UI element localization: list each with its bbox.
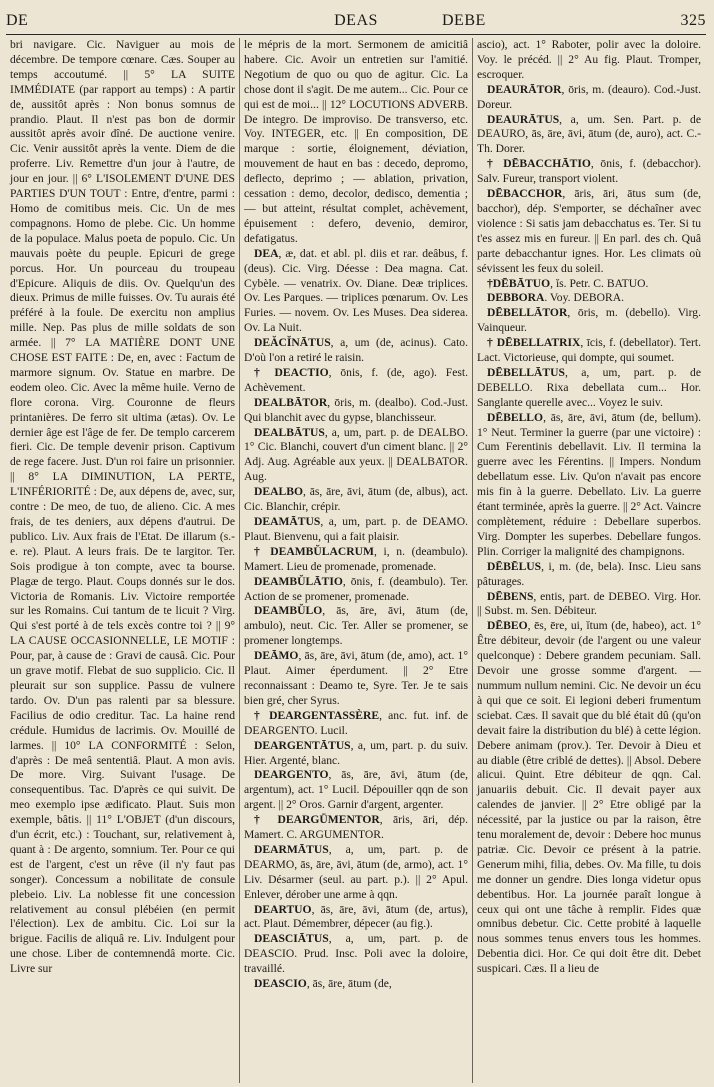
entry-headword: DĒBELLĀTUS xyxy=(487,365,565,379)
column-1 xyxy=(6,38,239,1083)
dictionary-entry: DĒBACCHOR, āris, āri, ātus sum (de, bacchor), dép. S'emporter, se déchaîner avec violence : Si satis jam debacchatus es. Ter. Si tu t'es assez mis en fureur. || En parl. des ch. Quâ parte debacchantur ignes. Hor. Les climats où sévissent les feux du soleil. xyxy=(477,187,701,275)
dictionary-entry: † DEARGENTASSÈRE, anc. fut. inf. de DEARGENTO. Lucil. xyxy=(244,708,468,737)
dictionary-entry: DEALBO, ās, āre, āvi, ātum (de, albus), act. Cic. Blanchir, crépir. xyxy=(244,485,468,514)
entry-headword: DĒBACCHOR xyxy=(487,187,563,201)
dictionary-entry: DEALBĀTOR, ōris, m. (dealbo). Cod.-Just. Qui blanchit avec du gypse, blanchisseur. xyxy=(244,395,468,424)
header-right-word: DEBE xyxy=(442,12,486,29)
dictionary-entry: † DEARGŪMENTOR, āris, āri, dép. Mamert. C. ARGUMENTOR. xyxy=(244,813,469,842)
entry-headword: DEASCIĀTUS xyxy=(254,932,329,946)
dictionary-entry: DEASCIĀTUS, a, um, part. p. de DEASCIO. Prud. Insc. Poli avec la doloire, travaillé. xyxy=(244,932,468,976)
dictionary-entry: † DEACTIO, ōnis, f. (de, ago). Fest. Achèvement. xyxy=(244,365,468,394)
entry-headword: DĒBENS xyxy=(487,589,534,603)
dictionary-entry: DĒBEO, ēs, ēre, ui, ĭtum (de, habeo), act. 1° Être débiteur, devoir (de l'argent ou une valeur quelconque) : Debere grandem pecuniam. Sall. Devoir une grosse somme d'argent. — nummum nullum nemini. Cic. Ne devoir un écu à qui que ce soit. Ei legioni deberi frumentum sciebat. Cæs. Il savait que du blé était dû (qu'on devait faire la distribution du blé) à cette légion. Debere animam (prov.). Ter. Devoir à Dieu et au diable (être criblé de dettes). || Absol. Debere alicui. Quint. Etre débiteur de qqn. Cal. januariis debuit. Cic. Il devait payer aux calendes de janvier. || 2° Etre obligé par la nécessité, par la justice ou par la raison, être tenu moralement de, devoir : Debere hoc munus patriæ. Cic. Devoir ce présent à la patrie. Generum mihi, filia, debes. Ov. Ma fille, tu dois me donner un gendre. Dies longa videtur opus debentibus. Hor. La journée paraît longue à ceux qui ont une tâche à remplir. Fides quæ omnibus debetur. Cic. Cette probité à laquelle nous sommes tenus envers tous les hommes. Debentia dici. Hor. Ce qui doit être dit. Debet suspicari. Cæs. Il a lieu de xyxy=(477,619,701,976)
entry-headword: DĒBELLO xyxy=(487,410,544,424)
dictionary-entry: DEAURĀTOR, ōris, m. (deauro). Cod.-Just. Doreur. xyxy=(477,82,701,111)
entry-headword: DEALBO xyxy=(254,485,303,499)
column-2 xyxy=(239,38,472,1083)
entry-headword: DEA xyxy=(254,246,279,260)
dictionary-entry: DEARGENTO, ās, āre, āvi, ātum (de, argentum), act. 1° Lucil. Dépouiller qqn de son argent. || 2° Oros. Garnir d'argent, argenter. xyxy=(244,768,468,812)
dictionary-entry: DEALBĀTUS, a, um, part. p. de DEALBO. 1° Cic. Blanchi, couvert d'un ciment blanc. || 2° Adj. Aug. Agréable aux yeux. || DEALBATOR. Aug. xyxy=(244,425,468,484)
dictionary-entry: bri navigare. Cic. Naviguer au mois de décembre. De tempore cœnare. Cæs. Souper au temps accoutumé. || 5° LA SUITE IMMÉDIATE (par rapport au temps) : A partir de, aussitôt après : Non bonus somnus de prandio. Plaut. Il n'est pas bon de dormir aussitôt après avoir dîné. De auctione venire. Cic. Venir aussitôt après la vente. Diem de die proferre. Liv. Remettre d'un jour à l'autre, de jour en jour. || 6° L'ISOLEMENT D'UNE DES PARTIES D'UN TOUT : Entre, d'entre, parmi : Homo de comitibus meis. Cic. Un de mes compagnons. Homo de plebe. Cic. Un homme de la populace. Malus poeta de populo. Cic. Un mauvais poète du peuple. Epicuri de grege porcus. Hor. Un pourceau du troupeau d'Epicure. Aliquis de diis. Ov. Quelqu'un des dieux. Primus de mille fuisses. Ov. Tu aurais été préféré à la foule. De exercitu non amplius mille. Nep. Pas plus de mille soldats de son armée. || 7° LA MATIÈRE DONT UNE CHOSE EST FAITE : De, en, avec : Factum de marmore signum. Ov. Statue en marbre. De eodem oleo. Cic. Avec la même huile. Verno de flore corona. Virg. Couronne de fleurs printanières. De ferro sit ultima (ætas). Ov. Le dernier âge est l'âge de fer. De templo carcerem fieri. Cic. De temple devenir prison. Captivum de rege facere. Just. D'un roi faire un prisonnier. || 8° LA DIMINUTION, LA PERTE, L'INFÉRIORITÉ : De, aux dépens de, avec, sur, contre : De meo, de tuo, de alieno. Cic. A mes frais, de tes deniers, aux dépens d'autrui. De publico. Liv. Aux frais de l'Etat. De illarum (s.-e. re). Plaut. A leurs frais. De te largitor. Ter. Sois prodigue à ton compte, avec ta bourse. Plagæ de tergo. Plaut. Coups donnés sur le dos. Victoria de Romanis. Liv. Victoire remportée sur les Romains. Cui tantum de te licuit ? Virg. Qui s'est porté à de tels excès contre toi ? || 9° LA CAUSE OCCASIONNELLE, LE MOTIF : Pour, par, à cause de : Gravi de causâ. Cic. Pour un grave motif. Flebat de suo supplicio. Cic. Il pleurait sur son supplice. Passu de vulnere tardo. Ov. D'un pas ralenti par sa blessure. Facilius de odio creditur. Tac. La haine rend crédule. Humidus de lacrimis. Ov. Mouillé de larmes. || 10° LA CONFORMITÉ : Selon, d'après : De meâ sententiâ. Plaut. A mon avis. De more. Virg. Suivant l'usage. De consequentibus. Tac. D'après ce qui suivit. De meo exemplo ipse ædificato. Plaut. Suis mon exemple, bâtis. || 11° L'OBJET (d'un discours, d'un écrit, etc.) : Touchant, sur, relativement à, quant à : De argento, somnium. Ter. Pour ce qui est de l'argent, c'est un rêve (il n'y faut pas songer). Concessum a nobilitate de consule plebeio. Liv. La noblesse fit une concession relativement au consul plébéien (en permit l'élection). Lex de ambitu. Cic. Loi sur la brigue. Facilis de aliquâ re. Liv. Indulgent pour une chose. Liber de contemnendâ morte. Cic. Livre sur xyxy=(10,38,235,976)
entry-headword: DEALBĀTOR xyxy=(254,395,328,409)
entry-headword: DEASCIO xyxy=(254,977,307,991)
dictionary-entry: DEA, æ, dat. et abl. pl. diis et rar. deâbus, f. (deus). Cic. Virg. Déesse : Dea magna. Cat. Cybèle. — venatrix. Ov. Diane. Deæ triplices. Ov. Les Parques. — triplices pœnarum. Ov. Les Furies. — novem. Ov. Les Muses. Dea siderea. Ov. La Nuit. xyxy=(244,246,468,335)
entry-headword: † DĒBACCHĀTIO xyxy=(487,157,591,171)
dictionary-entry: DĒBENS, entis, part. de DEBEO. Virg. Hor. || Subst. m. Sen. Débiteur. xyxy=(477,589,701,618)
dictionary-entry: † DĒBACCHĀTIO, ōnis, f. (debacchor). Salv. Fureur, transport violent. xyxy=(477,157,701,186)
dictionary-entry: DEAMBŬLĀTIO, ōnis, f. (deambulo). Ter. Action de se promener, promenade. xyxy=(244,574,468,603)
dictionary-entry: DEAMĀTUS, a, um, part. p. de DEAMO. Plaut. Bienvenu, qui a fait plaisir. xyxy=(244,515,468,543)
dictionary-entry: DĒBELLĀTUS, a, um, part. p. de DEBELLO. Rixa debellata cum... Hor. Sanglante querelle avec... Voyez le suiv. xyxy=(477,365,701,409)
dictionary-entry: ascio), act. 1° Raboter, polir avec la doloire. Voy. le précéd. || 2° Au fig. Plaut. Tromper, escroquer. xyxy=(477,38,701,81)
dictionary-entry: DEASCIO, ās, āre, ātum (de, xyxy=(254,977,392,991)
dictionary-entry: † DĒBELLATRIX, īcis, f. (debellator). Tert. Lact. Victorieuse, qui dompte, qui soumet. xyxy=(477,336,701,365)
dictionary-entry: DEAMBŬLO, ās, āre, āvi, ātum (de, ambulo), neut. Cic. Ter. Aller se promener, se promener longtemps. xyxy=(244,604,468,648)
text-columns xyxy=(6,38,708,1083)
page-number: 325 xyxy=(680,12,706,29)
entry-headword: DĒBEO xyxy=(487,619,528,633)
entry-headword: DEALBĀTUS xyxy=(254,425,325,439)
entry-headword: DEAMĀTUS xyxy=(254,515,321,528)
dictionary-entry: DEAURĀTUS, a, um. Sen. Part. p. de DEAURO, ās, āre, āvi, ātum (de, auro), act. C.-Th. Dorer. xyxy=(477,112,701,156)
entry-headword: DEARMĀTUS xyxy=(254,842,329,856)
header-center-word: DEAS xyxy=(334,12,378,29)
entry-headword: DEAMBŬLO xyxy=(254,604,323,618)
entry-headword: DEAMBŬLĀTIO xyxy=(254,574,343,588)
entry-headword: DEARGENTO xyxy=(254,768,329,782)
dictionary-entry: DEARMĀTUS, a, um, part. p. de DEARMO, ās, āre, āvi, ātum (de, armo), act. 1° Liv. Désarmer (seul. au part. p.). || 2° Apul. Enlever, dérober une arme à qqn. xyxy=(244,842,468,901)
entry-headword: † DĒBELLATRIX xyxy=(487,336,581,350)
dictionary-entry: DEĀMO, ās, āre, āvi, ātum (de, amo), act. 1° Plaut. Aimer éperdument. || 2° Etre reconnaissant : Deamo te, Syre. Ter. Je te sais bien gré, cher Syrus. xyxy=(244,649,468,707)
dictionary-entry: † DEAMBŬLACRUM, i, n. (deambulo). Mamert. Lieu de promenade, promenade. xyxy=(244,544,469,573)
dictionary-entry: le mépris de la mort. Sermonem de amicitiâ habere. Cic. Avoir un entretien sur l'amitié. Negotium de quo ou quo de agitur. Cic. La chose dont il s'agit. De me autem... Cic. Pour ce qui est de moi... || 12° LOCUTIONS ADVERB. De integro. De improviso. De transverso, etc. Voy. INTEGER, etc. || En composition, DE marque : sortie, éloignement, déviation, mouvement de haut en bas : decedo, depromo, deflecto, deprimo ; — ablation, privation, cessation : demo, decolor, dedisco, dementia ; — but atteint, résultat complet, achèvement, épuisement : defero, devenio, demiror, defatigatus. xyxy=(244,38,468,245)
entry-headword: DĒBELLĀTOR xyxy=(487,306,568,320)
dictionary-entry: DEARTUO, ās, āre, āvi, ātum (de, artus), act. Plaut. Démembrer, dépecer (au fig.). xyxy=(244,902,468,931)
dictionary-entry: DEBBORA. Voy. DEBORA. xyxy=(487,291,625,305)
entry-headword: †DĒBĀTUO xyxy=(487,276,551,290)
column-3 xyxy=(472,38,705,1083)
entry-headword: † DEARGENTASSÈRE xyxy=(254,708,380,722)
entry-headword: DEĂCĬNĀTUS xyxy=(254,336,331,350)
header-left-word: DE xyxy=(6,12,29,29)
entry-headword: † DEARGŪMENTOR xyxy=(254,813,380,827)
entry-headword: DEĀMO xyxy=(254,649,299,663)
entry-headword: † DEACTIO xyxy=(254,365,329,379)
entry-headword: DEAURĀTUS xyxy=(487,112,560,126)
entry-headword: DEAURĀTOR xyxy=(487,82,562,96)
running-header xyxy=(6,4,706,35)
dictionary-entry: DĒBĒLUS, i, m. (de, bela). Insc. Lieu sans pâturages. xyxy=(477,559,701,588)
entry-headword: DEARTUO xyxy=(254,902,312,916)
entry-headword: DEBBORA xyxy=(487,291,545,305)
entry-headword: DĒBĒLUS xyxy=(487,559,542,573)
entry-headword: † DEAMBŬLACRUM xyxy=(254,544,374,558)
dictionary-entry: †DĒBĀTUO, ĭs. Petr. C. BATUO. xyxy=(487,276,649,290)
dictionary-entry: DEARGENTĀTUS, a, um, part. p. du suiv. Hier. Argenté, blanc. xyxy=(244,738,468,767)
dictionary-entry: DEĂCĬNĀTUS, a, um (de, acinus). Cato. D'où l'on a retiré le raisin. xyxy=(244,336,468,365)
dictionary-entry: DĒBELLĀTOR, ōris, m. (debello). Virg. Vainqueur. xyxy=(477,306,701,335)
entry-headword: DEARGENTĀTUS xyxy=(254,738,351,752)
dictionary-entry: DĒBELLO, ās, āre, āvi, ātum (de, bellum). 1° Neut. Terminer la guerre (par une victoire) : Cum Ferentinis debellavit. Liv. Il termina la guerre avec les Férentins. || Impers. Nondum debellatum esse. Liv. Qu'on n'avait pas encore mis fin à la guerre. Debellato. Liv. La guerre étant terminée, après la guerre. || 2° Act. Vaincre complètement, réduire : Debellare superbos. Virg. Dompter les superbes. Debellare fungos. Plin. Corriger la malignité des champignons. xyxy=(477,410,701,558)
